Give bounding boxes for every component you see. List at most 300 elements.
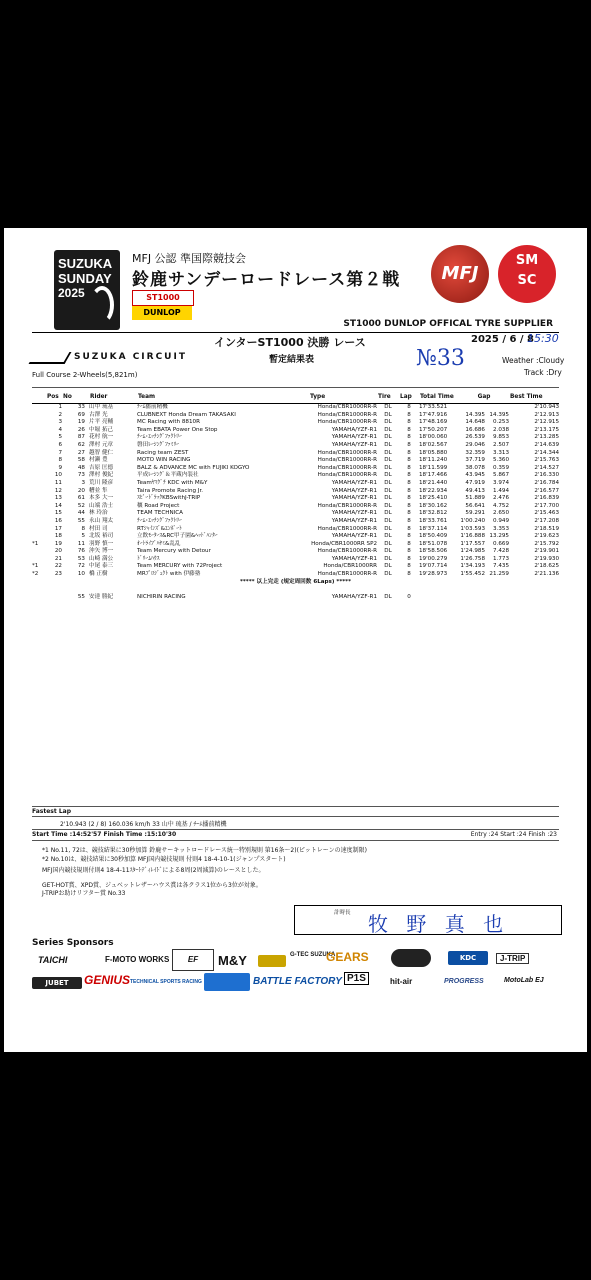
- cell-team: Team MERCURY with 72Project: [137, 563, 223, 570]
- cell-best: 2'15.463: [534, 510, 559, 517]
- cell-lap: 8: [407, 404, 411, 410]
- table-row: [32, 472, 559, 480]
- cell-team: ｽﾋﾟｰﾄﾞﾗｯｸKBSwithJ-TRIP: [137, 495, 201, 502]
- cell-no: 58: [77, 457, 85, 464]
- logo-line: 2025: [58, 286, 85, 300]
- cell-type: Honda/CBR1000RR-R: [317, 571, 377, 578]
- cell-best: 2'10.943: [534, 404, 559, 410]
- cell-best: 2'19.930: [534, 555, 559, 562]
- cell-tire: DL: [384, 426, 392, 433]
- cell-total: 18'58.506: [419, 548, 448, 555]
- cell-total: 19'28.973: [419, 571, 448, 578]
- cell-n: [32, 526, 46, 534]
- cell-type: YAMAHA/YZF-R1: [331, 426, 377, 433]
- cell-rider: 澤村 元章: [89, 441, 114, 448]
- cell-lap: 8: [407, 411, 411, 418]
- cell-total: 18'11.240: [419, 457, 448, 464]
- cell-gap2: 3.353: [492, 525, 509, 532]
- table-row: [32, 503, 559, 511]
- cell-rider: 片平 亮輔: [89, 419, 114, 426]
- cell-lap: 0: [407, 593, 411, 600]
- cell-type: Honda/CBR1000RR-R: [317, 419, 377, 426]
- cell-team: CLUBNEXT Honda Dream TAKASAKI: [137, 411, 236, 418]
- cell-team: ﾁｰﾑ･ｴｯﾁﾝｸﾞﾌｧｸﾄﾘｰ: [137, 434, 182, 441]
- cell-pos: 9: [58, 464, 62, 471]
- cell-team: TEAM TECHNICA: [137, 510, 184, 517]
- cell-gap1: 16.686: [465, 426, 485, 433]
- cell-rider: 安達 勝紀: [89, 593, 114, 600]
- table-row: [32, 533, 559, 541]
- cell-n: [32, 533, 46, 541]
- cell-lap: 8: [407, 426, 411, 433]
- cell-gap1: [459, 404, 485, 412]
- cell-best: 2'14.344: [534, 449, 559, 456]
- cell-no: 55: [77, 517, 85, 524]
- cell-gap2: 3.313: [492, 449, 509, 456]
- cell-gap1: 1'00.240: [460, 517, 485, 524]
- cell-pos: 5: [58, 434, 62, 441]
- track-label: Track :Dry: [524, 368, 562, 377]
- cell-n: [32, 518, 46, 526]
- entry-counts: Entry :24 Start :24 Finish :23: [470, 831, 557, 838]
- cell-no: 48: [77, 464, 85, 471]
- cell-gap1: 14.648: [465, 419, 485, 426]
- cell-type: Honda/CBR1000RR: [323, 563, 377, 570]
- cell-gap1: 1'34.193: [460, 563, 485, 570]
- cell-pos: 16: [54, 517, 62, 524]
- table-row: [32, 563, 559, 571]
- cell-gap2: 2.476: [492, 495, 509, 502]
- cell-n: [32, 488, 46, 496]
- cell-lap: 8: [407, 571, 411, 578]
- sponsor-logo: GENIUS: [84, 973, 131, 987]
- race-title: インターST1000 決勝 レース: [214, 336, 366, 349]
- cell-total: 18'17.466: [419, 472, 448, 479]
- cell-gap2: 5.867: [492, 472, 509, 479]
- cell-pos: 18: [54, 533, 62, 540]
- cell-type: YAMAHA/YZF-R1: [331, 441, 377, 448]
- cell-gap2: 2.038: [492, 426, 509, 433]
- timekeeper-signature: 牧 野 真 也: [368, 912, 510, 936]
- cell-rider: 村田 司: [89, 525, 108, 532]
- cell-tire: DL: [384, 548, 392, 555]
- cell-pos: 23: [54, 571, 62, 578]
- note-line: J-TRIPお助けリフター賞 No.33: [42, 890, 126, 897]
- cell-rider: 山端 浩士: [89, 502, 114, 509]
- col-tire: Tire: [377, 390, 399, 404]
- cell-tire: DL: [384, 563, 392, 570]
- cell-no: 44: [77, 510, 85, 517]
- logo-line: SUZUKA: [58, 256, 113, 271]
- cell-pos: 22: [54, 563, 62, 570]
- cell-tire: DL: [384, 571, 392, 578]
- cell-gap1: 29.046: [465, 441, 485, 448]
- sponsor-logo: JUBET: [32, 977, 82, 989]
- cell-team: NICHIRIN RACING: [137, 593, 186, 600]
- cell-team: ﾁｰﾑ･ｴｯﾁﾝｸﾞﾌｧｸﾄﾘｰ: [137, 517, 182, 524]
- cell-total: 17'33.521: [419, 404, 448, 410]
- cell-n: [32, 427, 46, 435]
- cell-type: Honda/CBR1000RR-R: [317, 411, 377, 418]
- cell-gap2: 0.253: [492, 419, 509, 426]
- smsc-logo: [498, 245, 556, 303]
- cell-team: Taira Promote Racing Jr.: [137, 487, 204, 494]
- cell-gap1: 37.719: [465, 457, 485, 464]
- sponsor-logo: GEARS: [326, 950, 369, 964]
- cell-gap1: 1'17.557: [460, 540, 485, 547]
- cell-tire: DL: [384, 441, 392, 448]
- table-row: [32, 571, 559, 579]
- note-line: *1 No.11, 72は、競技結果に30秒加算 鈴鹿サーキットロードレース統一特別規則 第16条〜2)(ピットレーンの速度制限): [42, 847, 367, 854]
- cell-rider: 永山 翔太: [89, 517, 114, 524]
- cell-type: YAMAHA/YZF-R1: [331, 517, 377, 524]
- course-label: Full Course 2-Wheels(5,821m): [32, 371, 138, 379]
- table-row: [32, 510, 559, 518]
- cell-gap2: 0.669: [492, 540, 509, 547]
- cell-no: 20: [77, 487, 85, 494]
- cell-type: Honda/CBR1000RR-R: [317, 525, 377, 532]
- cell-best: 2'16.577: [534, 487, 559, 494]
- cell-rider: 荒川 隆彦: [89, 479, 114, 486]
- cell-lap: 8: [407, 479, 411, 486]
- cell-type: YAMAHA/YZF-R1: [331, 495, 377, 502]
- cell-type: YAMAHA/YZF-R1: [331, 434, 377, 441]
- cell-tire: DL: [384, 472, 392, 479]
- table-row: [32, 526, 559, 534]
- dunlop-badge: DUNLOP: [132, 306, 192, 320]
- cell-gap2: 21.259: [489, 571, 509, 578]
- sponsor-logo: P1S: [344, 972, 369, 985]
- cell-tire: DL: [384, 449, 392, 456]
- cell-total: 19'07.714: [419, 563, 448, 570]
- cell-no: 69: [77, 411, 85, 418]
- cell-rider: 村瀬 豊: [89, 457, 108, 464]
- cell-tire: DL: [384, 434, 392, 441]
- cell-rider: 越智 健仁: [89, 449, 114, 456]
- divider: [32, 816, 559, 817]
- cell-total: 18'32.812: [419, 510, 448, 517]
- cell-gap2: 3.974: [492, 479, 509, 486]
- cell-pos: 2: [58, 411, 62, 418]
- cell-lap: 8: [407, 517, 411, 524]
- cell-gap2: 1.494: [492, 487, 509, 494]
- col-gap: Gap: [459, 390, 509, 404]
- logo-line: SUNDAY: [58, 271, 112, 286]
- series-sponsors-label: Series Sponsors: [32, 938, 114, 948]
- cell-gap1: 26.539: [465, 434, 485, 441]
- cell-pos: 12: [54, 487, 62, 494]
- divider: [32, 332, 559, 333]
- cell-gap1: 1'55.452: [460, 571, 485, 578]
- cell-total: 17'48.169: [419, 419, 448, 426]
- note-line: *2 No.10は、競技結果に30秒加算 MFJ国内競技規則 付則4 18-4-10-1(ジャンプスタート): [42, 856, 286, 863]
- cell-no: 55: [77, 593, 85, 600]
- cell-gap1: 1'26.758: [460, 555, 485, 562]
- cell-team: ﾄﾞﾘｰﾑﾊｳｽ: [137, 555, 160, 562]
- table-row: [32, 419, 559, 427]
- cell-lap: 8: [407, 510, 411, 517]
- cell-team: MOTO WIN RACING: [137, 457, 191, 464]
- cell-best: 2'18.625: [534, 563, 559, 570]
- completion-note: ***** 以上完走 (規定周回数 6Laps) *****: [239, 578, 352, 585]
- cell-best: 2'13.285: [534, 434, 559, 441]
- cell-no: 19: [77, 419, 85, 426]
- cell-tire: DL: [384, 404, 392, 410]
- cell-team: RTｼｬｲﾝｽﾞ&ｴﾝﾎﾞｰﾄ: [137, 525, 182, 532]
- provisional-results-label: 暫定結果表: [269, 355, 315, 365]
- cell-tire: DL: [384, 533, 392, 540]
- divider: [32, 806, 559, 807]
- cell-total: 18'37.114: [419, 525, 448, 532]
- cell-total: [419, 594, 459, 602]
- table-row: [32, 457, 559, 465]
- cell-pos: [46, 594, 62, 602]
- cell-team: BALZ & ADVANCE MC with FUJIKI KOGYO: [137, 464, 250, 471]
- cell-n: [32, 472, 46, 480]
- cell-team: 立飲ﾓｰﾀｰｽ&RC甲子園&ﾍｯﾄﾞﾊﾝﾀｰ: [137, 533, 218, 540]
- cell-tire: DL: [384, 555, 392, 562]
- cell-rider: 本多 大一: [89, 495, 114, 502]
- cell-gap2: [485, 594, 509, 602]
- sponsor-logo: M&Y: [218, 953, 247, 968]
- col-total-time: Total Time: [419, 390, 459, 404]
- cell-type: YAMAHA/YZF-R1: [331, 533, 377, 540]
- handwritten-time: 15:30: [527, 332, 559, 345]
- cell-best: 2'19.901: [534, 548, 559, 555]
- cell-tire: DL: [384, 593, 392, 600]
- cell-rider: 古澤 光: [89, 411, 108, 418]
- mfj-logo: MFJ: [431, 245, 489, 303]
- cell-n: [32, 548, 46, 556]
- cell-rider: 橋 正樹: [89, 571, 108, 578]
- cell-tire: DL: [384, 479, 392, 486]
- cell-total: 18'22.934: [419, 487, 448, 494]
- cell-pos: 19: [54, 540, 62, 547]
- timekeeper-label: 計時長: [334, 910, 351, 916]
- cell-tire: DL: [384, 525, 392, 532]
- divider: [32, 387, 559, 388]
- cell-lap: 8: [407, 487, 411, 494]
- cell-pos: 3: [58, 419, 62, 426]
- cell-rider: 花村 航一: [89, 434, 114, 441]
- cell-team: MC Racing with 8810R: [137, 419, 200, 426]
- cell-no: 27: [77, 449, 85, 456]
- penalty-notes: [42, 846, 367, 864]
- table-row: [32, 594, 559, 602]
- sponsor-logo: F-MOTO WORKS: [105, 955, 170, 964]
- sponsor-logo: PROGRESS: [444, 978, 484, 985]
- cell-total: 17'50.207: [419, 426, 448, 433]
- col-pos: Pos: [46, 390, 62, 404]
- cell-type: Honda/CBR1000RR-R: [317, 548, 377, 555]
- cell-pos: 4: [58, 426, 62, 433]
- cell-n: *2: [32, 571, 39, 578]
- cell-gap2: 4.752: [492, 502, 509, 509]
- cell-team: Teamﾔﾏｸﾞﾁ KDC with M&Y: [137, 479, 208, 486]
- cell-gap1: 1'03.593: [460, 525, 485, 532]
- sponsor-logo: TECHNICAL SPORTS RACING: [130, 979, 202, 985]
- sponsor-logo: BATTLE FACTORY: [253, 976, 342, 987]
- cell-lap: 8: [407, 548, 411, 555]
- cell-lap: 8: [407, 434, 411, 441]
- start-finish-times: Start Time :14:52'57 Finish Time :15:10'30: [32, 831, 177, 838]
- cell-no: 61: [77, 495, 85, 502]
- cell-lap: 8: [407, 525, 411, 532]
- cell-type: Honda/CBR1000RR-R: [317, 449, 377, 456]
- col-team: Team: [137, 390, 309, 404]
- cell-lap: 8: [407, 472, 411, 479]
- cell-rider: 山崎 満公: [89, 555, 114, 562]
- cell-type: Honda/CBR1000RR-R: [317, 472, 377, 479]
- cell-no: 73: [77, 472, 85, 479]
- cell-n: [32, 556, 46, 564]
- cell-n: [32, 457, 46, 465]
- spacer-cell: [32, 586, 559, 594]
- cell-rider: 沖矢 博一: [89, 548, 114, 555]
- cell-gap1: 43.945: [465, 472, 485, 479]
- cell-n: [32, 442, 46, 450]
- cell-total: 18'51.078: [419, 540, 448, 547]
- col-type: Type: [309, 390, 377, 404]
- cell-lap: 8: [407, 441, 411, 448]
- sponsor-logo: EF: [172, 949, 214, 971]
- sponsor-logo: J-TRIP: [496, 953, 529, 964]
- cell-tire: DL: [384, 540, 392, 547]
- race-date: 2025 / 6 / 8: [471, 334, 534, 345]
- cell-total: 18'50.409: [419, 533, 448, 540]
- cell-rider: 山中 琉基: [89, 404, 114, 410]
- cell-tire: DL: [384, 411, 392, 418]
- cell-gap1: 51.889: [465, 495, 485, 502]
- cell-best: [509, 594, 559, 602]
- cell-no: 5: [81, 533, 85, 540]
- cell-lap: 8: [407, 457, 411, 464]
- cell-n: [32, 419, 46, 427]
- table-row: [32, 518, 559, 526]
- cell-lap: 8: [407, 555, 411, 562]
- cell-lap: 8: [407, 464, 411, 471]
- cell-n: *1: [32, 563, 39, 570]
- spacer-row: [32, 586, 559, 594]
- cell-best: 2'21.136: [534, 571, 559, 578]
- table-row: [32, 495, 559, 503]
- cell-best: 2'15.763: [534, 457, 559, 464]
- cell-n: *1: [32, 540, 39, 547]
- cell-best: 2'14.639: [534, 441, 559, 448]
- cell-gap1: 49.413: [465, 487, 485, 494]
- cell-n: [32, 495, 46, 503]
- cell-gap2: 7.428: [492, 548, 509, 555]
- table-row: [32, 434, 559, 442]
- cell-gap2: 2.650: [492, 510, 509, 517]
- fastest-lap-details: 2'10.943 (2 / 8) 160.036 km/h 33 山中 琉基 / ﾁｰﾑ播前精機: [60, 821, 227, 828]
- divider: [32, 829, 559, 830]
- cell-no: 52: [77, 502, 85, 509]
- cell-gap2: 0.949: [492, 517, 509, 524]
- cell-tire: DL: [384, 487, 392, 494]
- note-line: GET-HOT賞、XPD賞、ジュベットレザーハウス賞は各クラス1位から3位が対象。: [42, 882, 262, 889]
- divider: [32, 840, 559, 841]
- cell-lap: 8: [407, 502, 411, 509]
- cell-gap1: 56.641: [465, 502, 485, 509]
- cell-best: 2'12.915: [534, 419, 559, 426]
- cell-gap1: 32.359: [465, 449, 485, 456]
- cell-no: 26: [77, 426, 85, 433]
- cell-total: 19'00.279: [419, 555, 448, 562]
- cell-gap2: 1.773: [492, 555, 509, 562]
- cell-type: YAMAHA/YZF-R1: [331, 479, 377, 486]
- cell-type: YAMAHA/YZF-R1: [331, 510, 377, 517]
- table-row: [32, 548, 559, 556]
- cell-pos: 7: [58, 449, 62, 456]
- cell-no: 8: [81, 525, 85, 532]
- cell-n: [32, 434, 46, 442]
- cell-gap2: 9.853: [492, 434, 509, 441]
- col-rider: Rider: [89, 390, 137, 404]
- cell-pos: 8: [58, 457, 62, 464]
- cell-team: 磐田ﾚｰｼﾝｸﾞﾌｧﾐﾘｰ: [137, 441, 179, 448]
- cell-gap2: 2.507: [492, 441, 509, 448]
- smsc-logo-line: SM: [515, 253, 539, 268]
- cell-gap1: 59.291: [465, 510, 485, 517]
- table-row: [32, 404, 559, 412]
- col-best-time: Best Time: [509, 390, 559, 404]
- sponsor-logo: MotoLab EJ: [504, 977, 544, 984]
- cell-rider: 澤村 俊紀: [89, 472, 114, 479]
- cell-best: 2'17.700: [534, 502, 559, 509]
- logo-swirl-icon: [90, 286, 114, 324]
- suzuka-sunday-logo: [54, 250, 120, 330]
- table-row: [32, 442, 559, 450]
- cell-total: 18'00.060: [419, 434, 448, 441]
- cell-best: 2'18.519: [534, 525, 559, 532]
- col-no: No: [62, 390, 89, 404]
- cell-pos: 11: [54, 479, 62, 486]
- sponsor-logo-icon: [204, 973, 250, 991]
- table-header-row: [32, 390, 559, 404]
- circuit-logo-icon: [29, 352, 72, 364]
- cell-n: [32, 480, 46, 488]
- cell-no: 11: [77, 540, 85, 547]
- results-body: [32, 404, 559, 602]
- cell-total: 18'05.880: [419, 449, 448, 456]
- cell-tire: DL: [384, 464, 392, 471]
- col-lap: Lap: [399, 390, 419, 404]
- table-row: [32, 488, 559, 496]
- note-line: MFJ国内競技規則付則4 18-4-11ｽﾀｰﾄﾃﾞｨﾚｲﾄﾞによる8周(2周減算)のレースとした。: [42, 867, 265, 874]
- cell-tire: DL: [384, 502, 392, 509]
- cell-total: 18'11.599: [419, 464, 448, 471]
- cell-tire: DL: [384, 495, 392, 502]
- sponsor-logo: hit-air: [390, 977, 413, 986]
- cell-total: 18'33.761: [419, 517, 448, 524]
- cell-rider: 吉原 匡德: [89, 464, 114, 471]
- cell-best: 2'16.839: [534, 495, 559, 502]
- table-row: [32, 450, 559, 458]
- cell-lap: 8: [407, 540, 411, 547]
- cell-no: 72: [77, 563, 85, 570]
- completion-note-row: [32, 579, 559, 587]
- sponsor-logo: G-TEC SUZUKA: [290, 952, 336, 958]
- cell-gap2: 14.395: [489, 411, 509, 418]
- cell-pos: 13: [54, 495, 62, 502]
- cell-no: 76: [77, 548, 85, 555]
- cell-no: 62: [77, 441, 85, 448]
- cell-best: 2'12.913: [534, 411, 559, 418]
- cell-n: [32, 510, 46, 518]
- st1000-badge: ST1000: [132, 290, 194, 306]
- cell-lap: 8: [407, 563, 411, 570]
